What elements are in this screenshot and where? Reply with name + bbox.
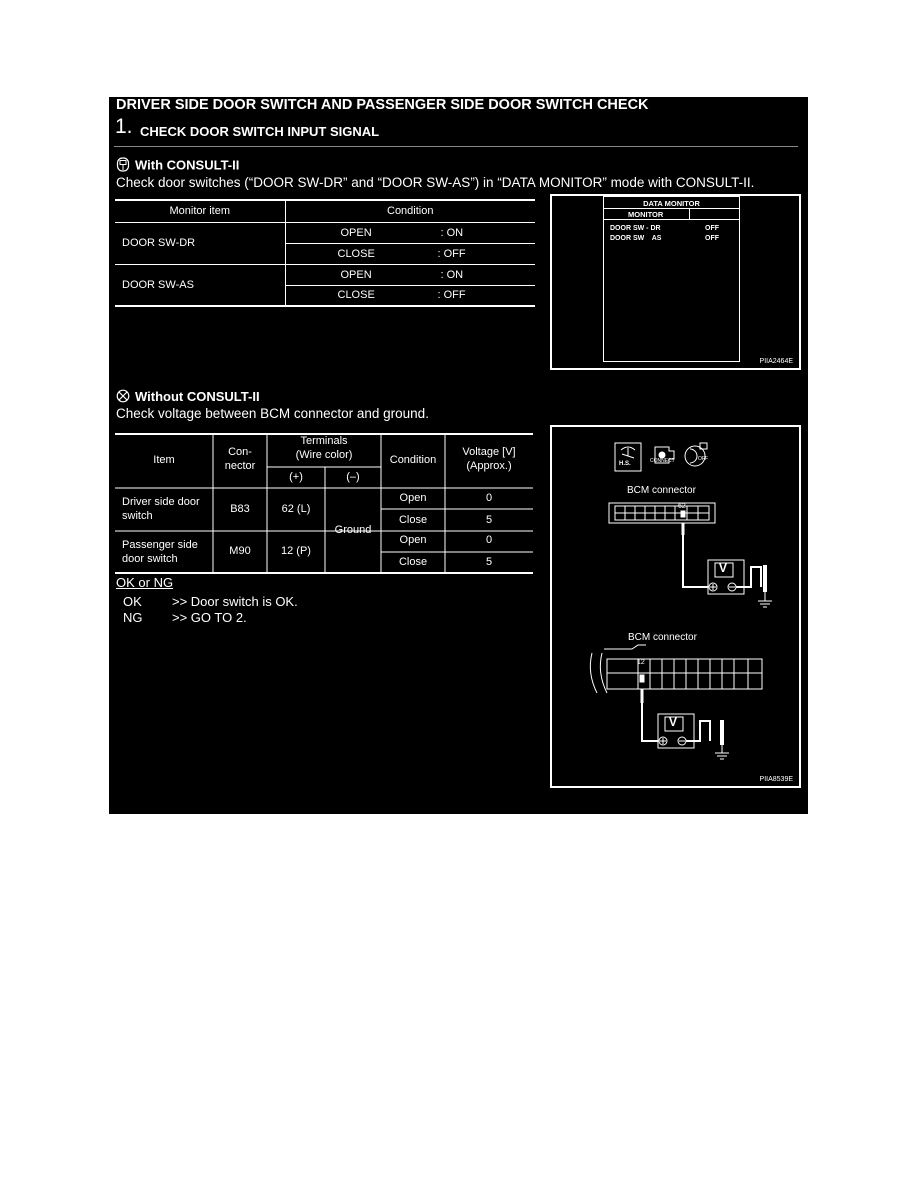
table-row-condition: Close: [398, 514, 428, 526]
table-row-item: DOOR SW-DR: [115, 222, 285, 264]
condition-header: Condition: [285, 200, 535, 222]
terminals-header: Terminals (Wire color): [295, 435, 353, 461]
monitor-subheader: MONITOR: [628, 210, 664, 219]
connector-header: Con- nector: [224, 446, 256, 472]
minus-header: (–): [346, 471, 360, 483]
monitor-row-value: OFF: [705, 235, 719, 242]
monitor-rule: [604, 208, 739, 209]
condition-value: : OFF: [437, 247, 466, 260]
without-consult-heading: [116, 389, 260, 406]
condition-state: OPEN: [340, 226, 372, 239]
monitor-row-value: OFF: [705, 225, 719, 232]
connector1-pin: 62: [678, 503, 686, 510]
condition-cell: [285, 222, 535, 243]
table-row-voltage: 5: [485, 556, 493, 568]
table-row-item: DOOR SW-AS: [115, 264, 285, 306]
condition-value: : ON: [440, 226, 464, 239]
condition-value: : OFF: [437, 289, 466, 302]
condition-cell: [285, 243, 535, 264]
plus-header: (+): [289, 471, 303, 483]
voltage-table-text: [115, 433, 533, 575]
condition-value: : ON: [440, 268, 464, 281]
table-row-condition: Open: [399, 534, 427, 546]
data-monitor-figure: [550, 194, 801, 370]
no-consult-icon: [116, 389, 130, 406]
table-row-condition: Open: [399, 492, 427, 504]
procedure-panel: [109, 97, 808, 814]
connect-label: CONNECT: [650, 458, 675, 464]
table-row-condition: Close: [398, 556, 428, 568]
table-minus-ground: Ground: [334, 524, 372, 536]
ok-ng-heading: OK or NG: [116, 575, 174, 590]
voltage-check-figure: [550, 425, 801, 788]
table-row-item: Passenger side door switch: [122, 539, 198, 565]
monitor-row-label: DOOR SW - DR: [610, 225, 661, 232]
monitor-rule: [604, 219, 739, 220]
table-row-voltage: 0: [485, 492, 493, 504]
table-row-connector: M90: [229, 545, 251, 557]
with-consult-instruction: Check door switches (“DOOR SW-DR” and “DOOR SW-AS”) in “DATA MONITOR” mode with CONSULT-II.: [116, 175, 755, 190]
section-title: DRIVER SIDE DOOR SWITCH AND PASSENGER SIDE DOOR SWITCH CHECK: [116, 97, 649, 113]
result-label: NG: [123, 610, 143, 625]
hs-icon-mark: [621, 447, 635, 458]
voltage-header: Voltage [V] (Approx.): [462, 446, 516, 472]
table-row-item: Driver side door switch: [122, 496, 200, 522]
step-title: CHECK DOOR SWITCH INPUT SIGNAL: [140, 124, 380, 139]
connector2-label: BCM connector: [628, 632, 697, 643]
condition-cell: [285, 264, 535, 285]
meter1-symbol: V: [719, 561, 728, 575]
item-header: Item: [153, 454, 175, 466]
hs-label: H.S.: [619, 461, 631, 467]
connector2-pin: 12: [637, 659, 645, 666]
wiring-diagram: [552, 427, 799, 786]
result-text: >> GO TO 2.: [172, 610, 247, 625]
table-row-plus: 62 (L): [281, 503, 311, 515]
table-row-voltage: 0: [485, 534, 493, 546]
figure-code: PIIA8539E: [759, 776, 793, 783]
off-label: OFF: [698, 456, 708, 462]
condition-state: CLOSE: [337, 289, 375, 302]
condition-cell: [285, 285, 535, 306]
with-consult-label: With CONSULT-II: [135, 157, 240, 173]
connector1-label: BCM connector: [627, 485, 696, 496]
result-label: OK: [123, 594, 142, 609]
monitor-screen: [603, 196, 740, 362]
step-number: 1.: [115, 115, 133, 138]
result-text: >> Door switch is OK.: [172, 594, 298, 609]
table-row-voltage: 5: [485, 514, 493, 526]
condition-state: OPEN: [340, 268, 372, 281]
monitor-table: [115, 199, 535, 307]
monitor-header: DATA MONITOR: [643, 199, 700, 208]
divider: [114, 146, 798, 147]
monitor-item-header: Monitor item: [115, 200, 285, 222]
without-consult-label: Without CONSULT-II: [135, 389, 260, 404]
monitor-row-label: DOOR SW AS: [610, 235, 662, 242]
figure-code: PIIA2464E: [759, 358, 793, 365]
with-consult-heading: [116, 157, 239, 175]
condition-header: Condition: [389, 454, 437, 466]
condition-state: CLOSE: [337, 247, 375, 260]
meter2-symbol: V: [669, 715, 678, 729]
consult-tool-icon: [116, 157, 130, 175]
without-consult-instruction: Check voltage between BCM connector and ground.: [116, 406, 429, 421]
table-row-connector: B83: [230, 503, 250, 515]
table-row-plus: 12 (P): [281, 545, 311, 557]
monitor-col-rule: [689, 208, 690, 219]
